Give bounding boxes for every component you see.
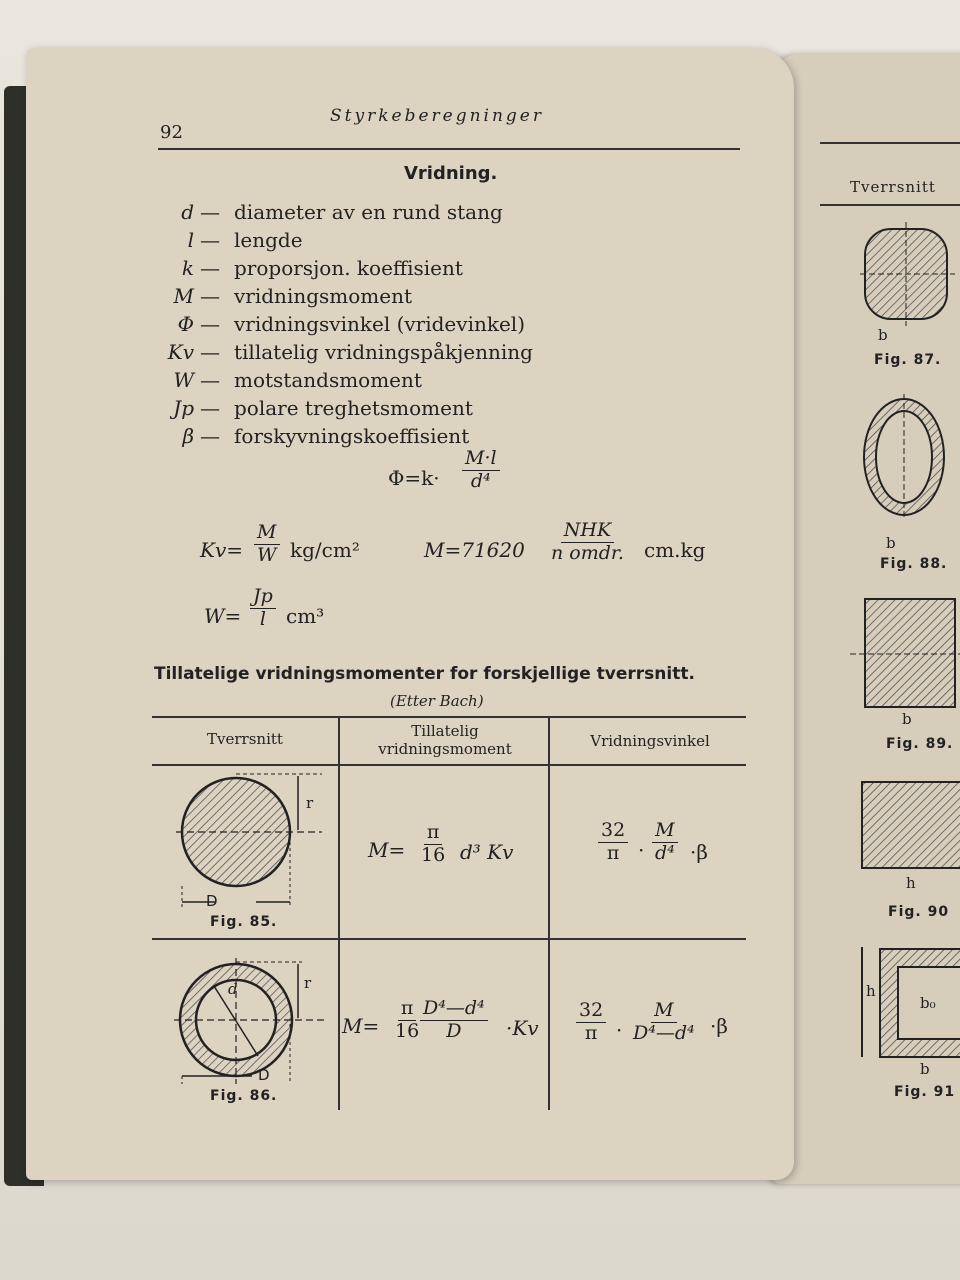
- formula-m-num: NHK: [561, 520, 614, 543]
- fig86-label-d: d: [228, 980, 238, 998]
- formula-kv-lhs: Kv=: [200, 538, 243, 562]
- symbol-7: Jp: [173, 396, 194, 420]
- row1-angle-dot: ·: [638, 838, 645, 862]
- fig88-caption: Fig. 88.: [880, 556, 948, 572]
- symbol-1: l: [187, 228, 194, 252]
- formula-w-unit: cm³: [286, 604, 325, 628]
- formula-w: [204, 604, 241, 628]
- row1-moment-den: 16: [421, 843, 446, 866]
- page-number: 92: [160, 122, 183, 143]
- formula-kv-fraction: [254, 522, 280, 567]
- row1-angle-den2: d⁴: [655, 841, 675, 864]
- symbol-dash-3: —: [200, 284, 220, 308]
- row2-moment-den: 16: [395, 1019, 420, 1042]
- fig85-label-D: D: [206, 892, 218, 910]
- formula-w-den: l: [259, 607, 266, 630]
- formula-kv-unit: kg/cm²: [290, 538, 360, 562]
- row2-angle-den2: D⁴—d⁴: [633, 1021, 695, 1044]
- symbol-5: Kv: [167, 340, 194, 364]
- row2-moment-frac1: [392, 998, 422, 1043]
- symbol-6: W: [173, 368, 194, 392]
- fig90-caption: Fig. 90: [888, 904, 950, 920]
- symbol-3: M: [173, 284, 194, 308]
- table-subtitle: (Etter Bach): [390, 692, 484, 710]
- formula-phi-lhs: Φ=k·: [388, 466, 440, 490]
- running-title: Styrkeberegninger: [330, 106, 544, 126]
- row2-angle-frac1: [576, 1000, 606, 1045]
- symbol-definition-5: tillatelig vridningspåkjenning: [234, 340, 533, 364]
- row2-angle-num2: M: [651, 1000, 676, 1023]
- symbol-definition-0: diameter av en rund stang: [234, 200, 503, 224]
- row1-moment-lhs: M=: [368, 838, 406, 862]
- symbol-dash-5: —: [200, 340, 220, 364]
- header-rule: [158, 148, 740, 150]
- formula-kv-den: W: [257, 543, 277, 566]
- row1-angle-num1: 32: [598, 820, 628, 843]
- formula-phi-num: M·l: [462, 448, 500, 471]
- row1-moment-tail: d³ Kv: [460, 840, 514, 864]
- formula-m-unit: cm.kg: [644, 538, 706, 562]
- row1-angle-den1: π: [606, 841, 620, 864]
- row2-moment-den2: D: [446, 1019, 462, 1042]
- row1-angle-tail: ·β: [690, 840, 708, 864]
- formula-m-lhs: M=71620: [424, 538, 525, 562]
- symbol-2: k: [181, 256, 194, 280]
- formula-m: [424, 538, 525, 562]
- formula-kv: [200, 538, 243, 562]
- symbol-dash-1: —: [200, 228, 220, 252]
- row2-moment-lhs: M=: [342, 1014, 380, 1038]
- right-label-h2: h: [866, 982, 876, 1000]
- formula-w-num: Jp: [250, 586, 276, 609]
- formula-kv-num: M: [254, 522, 279, 545]
- row2-angle-tail: ·β: [710, 1014, 728, 1038]
- fig91-caption: Fig. 91: [894, 1084, 956, 1100]
- formula-w-fraction: [250, 586, 276, 631]
- row2-moment-num: π: [398, 998, 417, 1021]
- row2-angle-frac2: [630, 1000, 698, 1045]
- formula-m-den: n omdr.: [551, 541, 624, 564]
- section-title: Vridning.: [404, 163, 498, 184]
- col-header-angle: Vridningsvinkel: [590, 732, 710, 750]
- fig86-label-D: D: [258, 1066, 270, 1084]
- row1-angle-num2: M: [652, 820, 677, 843]
- symbol-0: d: [181, 200, 194, 224]
- row1-angle-frac1: [598, 820, 628, 865]
- symbol-dash-8: —: [200, 424, 220, 448]
- symbol-definition-8: forskyvningskoeffisient: [234, 424, 470, 448]
- fig86-caption: Fig. 86.: [210, 1088, 278, 1104]
- row2-moment-num2: D⁴—d⁴: [420, 998, 488, 1021]
- right-label-h1: h: [906, 874, 916, 892]
- row2-moment-tail: ·Kv: [506, 1016, 539, 1040]
- symbol-dash-2: —: [200, 256, 220, 280]
- row2-angle-den1: π: [584, 1021, 598, 1044]
- fig85-caption: Fig. 85.: [210, 914, 278, 930]
- symbol-dash-6: —: [200, 368, 220, 392]
- table-figures: [152, 766, 338, 1112]
- formula-phi-den: d⁴: [470, 469, 491, 492]
- symbol-dash-7: —: [200, 396, 220, 420]
- row2-moment-frac2: [420, 998, 488, 1043]
- col-header-moment: Tillatelig vridningsmoment: [378, 722, 512, 758]
- row2-angle-dot: ·: [616, 1018, 623, 1042]
- right-label-b0: b₀: [920, 994, 936, 1012]
- table-title: Tillatelige vridningsmomenter for forskjellige tverrsnitt.: [154, 664, 695, 684]
- fig87-caption: Fig. 87.: [874, 352, 942, 368]
- formula-m-fraction: [548, 520, 627, 565]
- row1-moment-frac: [418, 822, 448, 867]
- right-label-b2: b: [886, 534, 896, 552]
- symbol-definition-7: polare treghetsmoment: [234, 396, 473, 420]
- col-header-tverrsnitt: Tverrsnitt: [207, 730, 283, 748]
- symbol-dash-0: —: [200, 200, 220, 224]
- table-col-rule-2: [548, 718, 550, 1110]
- right-page: [770, 54, 960, 1184]
- symbol-dash-4: —: [200, 312, 220, 336]
- table-top-rule: [152, 716, 746, 718]
- formula-w-lhs: W=: [204, 604, 242, 628]
- right-label-b3: b: [902, 710, 912, 728]
- row1-angle-frac2: [652, 820, 678, 865]
- row2-angle-num1: 32: [576, 1000, 606, 1023]
- right-label-b1: b: [878, 326, 888, 344]
- right-figures: [770, 54, 960, 1184]
- formula-phi: [388, 466, 440, 490]
- symbol-definition-3: vridningsmoment: [234, 284, 413, 308]
- symbol-definition-4: vridningsvinkel (vridevinkel): [234, 312, 525, 336]
- symbol-definition-2: proporsjon. koeffisient: [234, 256, 463, 280]
- symbol-definition-6: motstandsmoment: [234, 368, 422, 392]
- fig85-label-r: r: [306, 794, 314, 812]
- fig89-caption: Fig. 89.: [886, 736, 954, 752]
- table-col-rule-1: [338, 718, 340, 1110]
- symbol-8: β: [182, 424, 194, 448]
- row1-moment-num: π: [424, 822, 443, 845]
- symbol-4: Φ: [177, 312, 194, 336]
- right-col-header: Tverrsnitt: [850, 178, 936, 196]
- right-label-b4: b: [920, 1060, 930, 1078]
- symbol-definition-1: lengde: [234, 228, 303, 252]
- fig86-label-r: r: [304, 974, 312, 992]
- formula-phi-fraction: [462, 448, 500, 493]
